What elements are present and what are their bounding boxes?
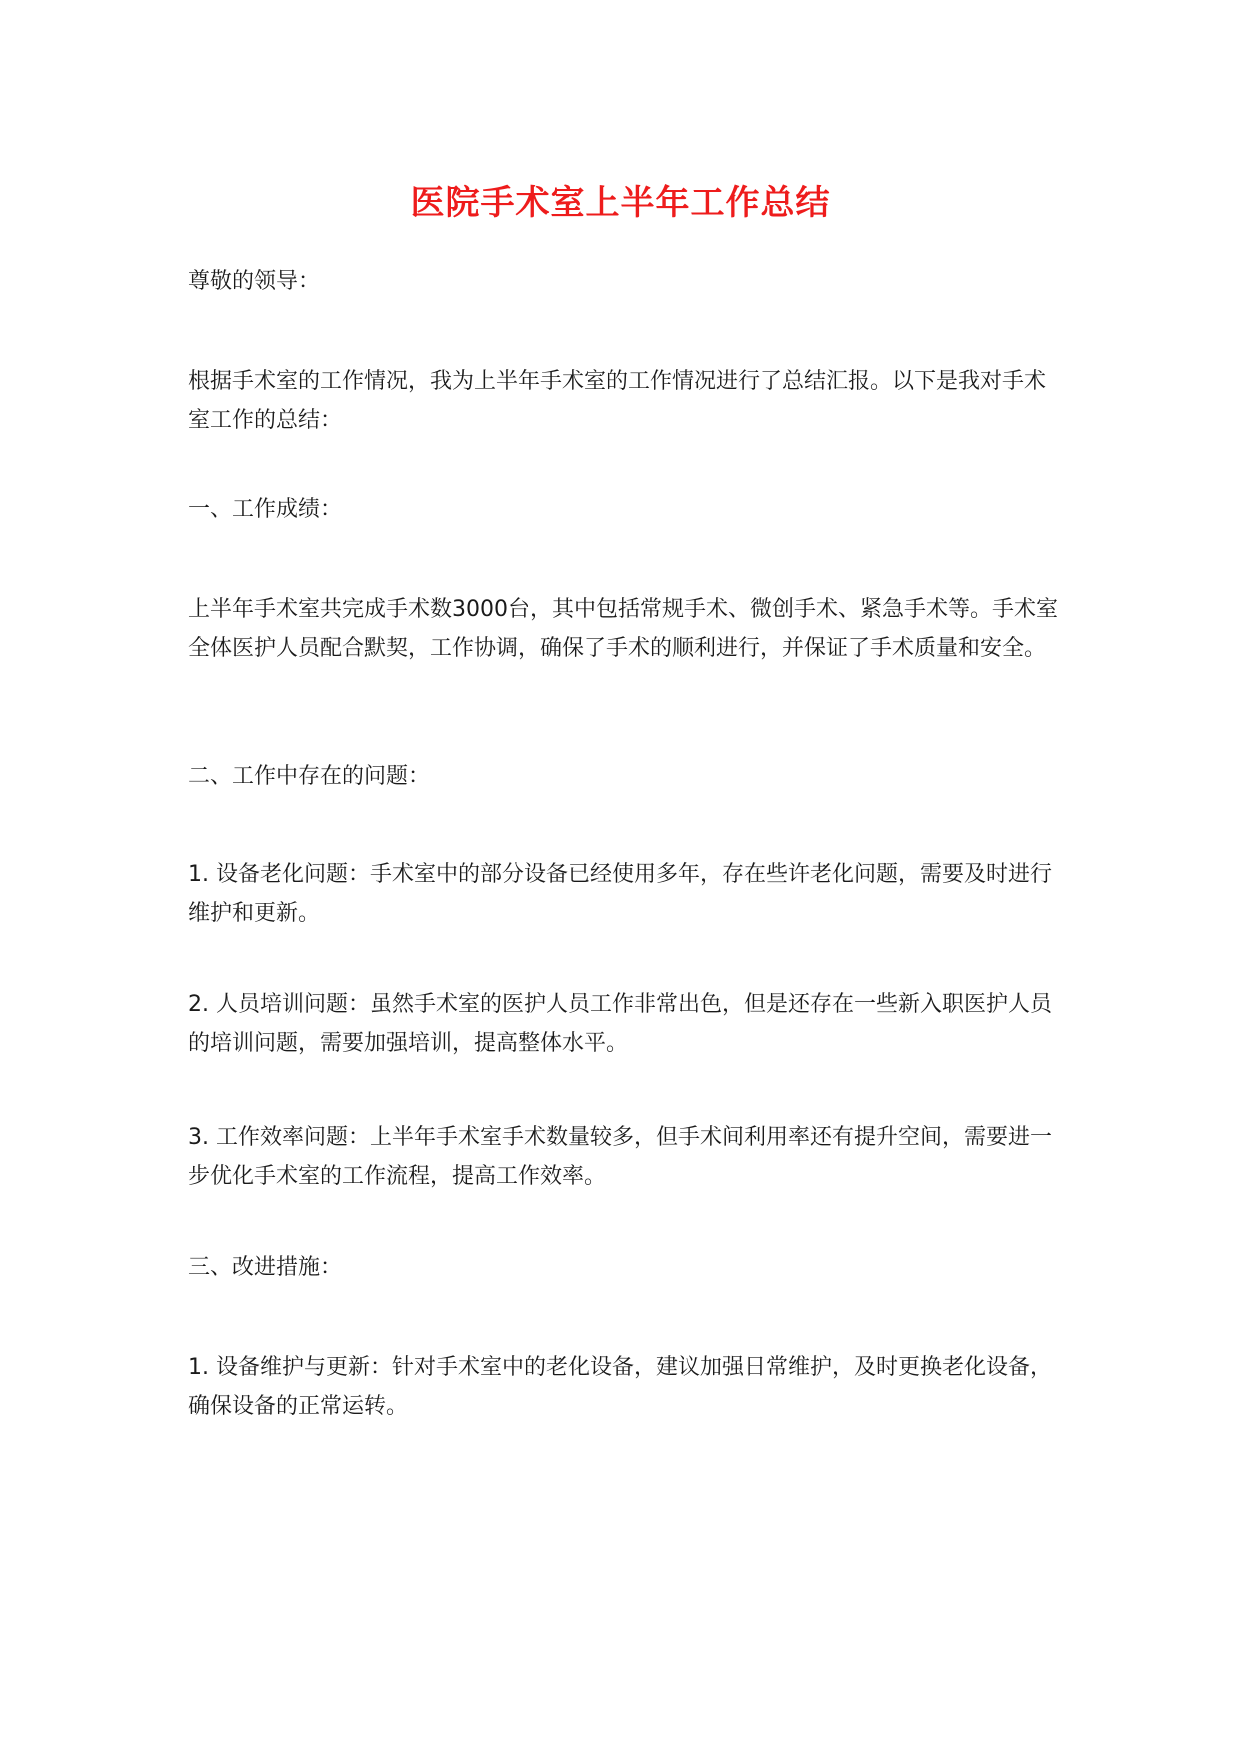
problem-item-2: 2. 人员培训问题：虽然手术室的医护人员工作非常出色，但是还存在一些新入职医护人员的培训问题，需要加强培训，提高整体水平。 (188, 992, 1052, 1056)
achievements-paragraph: 上半年手术室共完成手术数3000台，其中包括常规手术、微创手术、紧急手术等。手术室全体医护人员配合默契，工作协调，确保了手术的顺利进行，并保证了手术质量和安全。 (188, 597, 1058, 661)
section-heading-problems: 二、工作中存在的问题： (188, 764, 431, 789)
measure-item-1: 1. 设备维护与更新：针对手术室中的老化设备，建议加强日常维护，及时更换老化设备，确保设备的正常运转。 (188, 1355, 1052, 1419)
problem-item-3: 3. 工作效率问题：上半年手术室手术数量较多，但手术间利用率还有提升空间，需要进一步优化手术室的工作流程，提高工作效率。 (188, 1125, 1052, 1189)
intro-paragraph: 根据手术室的工作情况，我为上半年手术室的工作情况进行了总结汇报。以下是我对手术室工作的总结： (188, 369, 1047, 433)
section-heading-measures: 三、改进措施： (188, 1255, 343, 1280)
salutation: 尊敬的领导： (188, 269, 321, 294)
section-heading-achievements: 一、工作成绩： (188, 497, 343, 522)
document-title: 医院手术室上半年工作总结 (410, 183, 831, 223)
problem-item-1: 1. 设备老化问题：手术室中的部分设备已经使用多年，存在些许老化问题，需要及时进行维护和更新。 (188, 862, 1052, 926)
